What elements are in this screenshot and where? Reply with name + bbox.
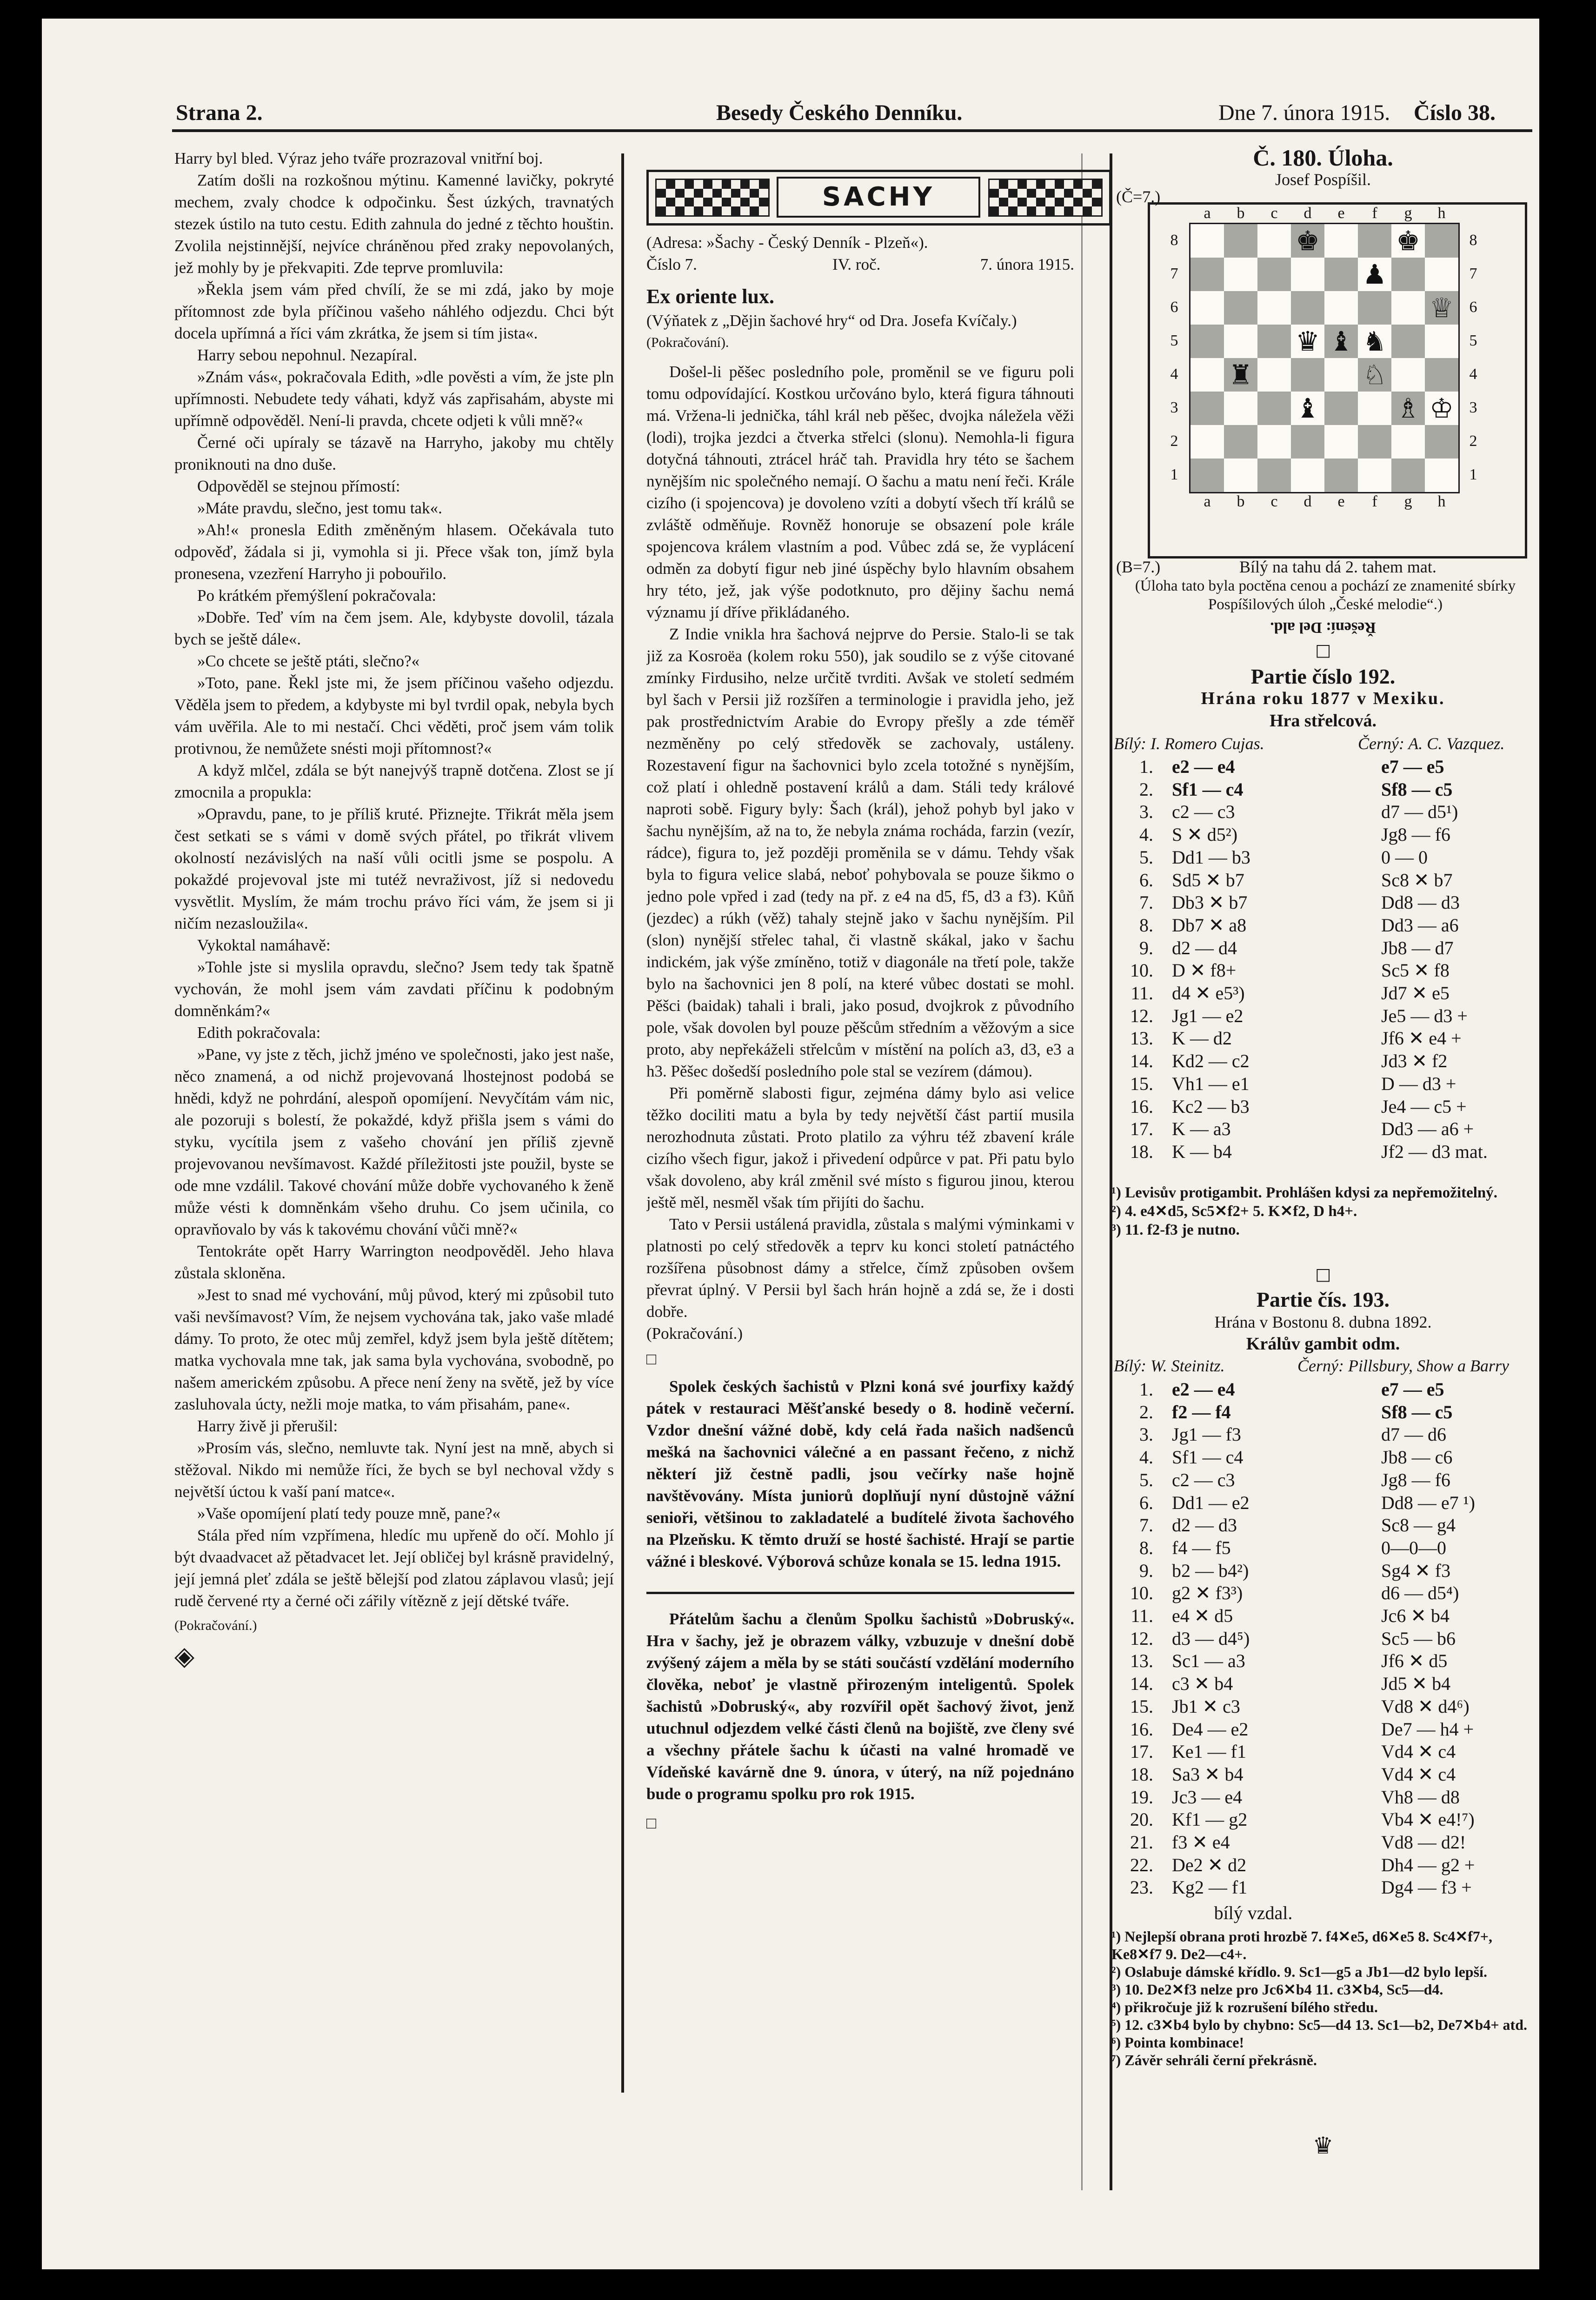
section-mark: □ [646,1814,657,1832]
game193-note: ⁴) přikročuje již k rozrušení bílého středu. [1111,1999,1378,2015]
black-move: d7 — d6 [1381,1424,1446,1445]
move-number: 1. [1139,756,1153,777]
move-number: 7. [1139,1515,1153,1536]
black-move: Dd3 — a6 [1381,914,1459,936]
problem-stipulation: Bílý na tahu dá 2. tahem mat. [1239,558,1436,576]
move-number: 5. [1139,846,1153,868]
game193-note: ⁶) Pointa kombinace! [1111,2034,1244,2051]
rank-label: 1 [1469,466,1477,483]
white-piece-count: (B=7.) [1116,558,1161,576]
chess-piece-h6: ♕ [1430,292,1454,324]
white-move: Db3 ✕ b7 [1172,892,1248,913]
story-para: »Jest to snad mé vychování, můj původ, který mi způsobil tuto vaši nevšímavost? Vím, že nejsem vychována tak, jako vaše mladé dámy. To proto, že otec můj zemřel, když jsem byla ještě dítětem; matka vychovala mne tak, jak sama byla vychována, svobodně, po našem americkém způsobu. A přece není ženy na světě, jež by více zasluhovala úcty, nežli moje matka, to vám přisahám, pane«. [174,1286,614,1413]
move-number: 6. [1139,1492,1153,1513]
chess-piece-f4: ♘ [1363,359,1387,391]
move-number: 11. [1130,1605,1153,1626]
black-move: d6 — d5⁴) [1381,1582,1459,1604]
black-move: d7 — d5¹) [1381,801,1458,823]
white-move: S ✕ d5²) [1172,824,1238,845]
game193-notes [1111,1928,1532,2069]
white-move: e4 ✕ d5 [1172,1605,1233,1626]
story-para: Tentokráte opět Harry Warrington neodpověděl. Jeho hlava zůstala skloněna. [174,1242,614,1282]
article-continued: (Pokračování.) [646,1324,743,1343]
file-label: b [1237,205,1245,222]
move-number: 7. [1139,892,1153,913]
white-move: K — a3 [1172,1118,1231,1140]
game192-note: ³) 11. f2-f3 je nutno. [1111,1222,1240,1238]
white-move: f4 — f5 [1172,1537,1231,1558]
rank-label: 6 [1170,299,1178,316]
game193-title: Partie čís. 193. [1256,1288,1390,1311]
white-move: Jb1 ✕ c3 [1172,1695,1240,1717]
white-move: D ✕ f8+ [1172,960,1237,981]
section-mark: □ [1315,641,1331,660]
file-label: d [1303,493,1312,510]
chess-issue-no: Číslo 7. [646,255,697,273]
black-move: Jg8 — f6 [1381,1469,1450,1490]
white-move: e2 — e4 [1172,1379,1235,1400]
file-label: h [1437,205,1446,222]
dobrusky-notice: Přátelům šachu a členům Spolku šachistů »Dobruský«. Hra v šachy, jež je obrazem války, vzbuzuje v dnešní době zvýšený zájem a měla by se státi součástí vzdělání moderního člověka, neboť je vlastně přirozeným inteligentů. Spolek šachistů »Dobruský«, aby rozvířil opět šachový život, jenž utuchnul odjezdem velké části členů na bojiště, zve členy své a všechny přátele šachu k účasti na valné hromadě ve Vídeňské kavárně dne 9. února, v úterý, na níž pojednáno bude o programu spolku pro rok 1915. [646,1610,1074,1803]
white-move: Sf1 — c4 [1172,778,1244,800]
black-move: De7 — h4 + [1381,1718,1474,1740]
column-rule-left [621,153,624,2093]
move-number: 15. [1130,1695,1153,1717]
article-title: Ex oriente lux. [646,285,774,308]
chess-section-banner [646,170,1111,226]
game193-place: Hrána v Bostonu 8. dubna 1892. [1214,1313,1432,1331]
file-label: f [1372,205,1377,222]
move-number: 14. [1130,1673,1153,1695]
game192-black: Černý: A. C. Vazquez. [1358,734,1505,753]
game192-moves [1111,756,1535,1174]
move-number: 17. [1130,1741,1153,1762]
white-move: Jg1 — f3 [1172,1424,1241,1445]
chess-issue-date: 7. února 1915. [980,255,1074,273]
white-move: Kg2 — f1 [1172,1877,1248,1898]
rank-label: 8 [1170,232,1178,249]
rank-label: 5 [1170,332,1178,349]
black-move: Sc5 ✕ f8 [1381,960,1450,981]
game193-black: Černý: Pillsbury, Show a Barry [1297,1356,1509,1375]
move-number: 10. [1130,960,1153,981]
story-para: »Opravdu, pane, to je příliš kruté. Přiznejte. Třikrát měla jsem čest setkati se s vámi v domě svých přátel, po třikrát vlivem okolností nezávislých na naší vůli ocitli jsme se pospolu. A pokaždé projevoval jste mi tutéž nevraživost, jíž si nedovedu vysvětlit. Myslím, že mám trochu právo říci vám, že jsem si ji ničím nezasloužila«. [174,805,614,932]
black-move: Sg4 ✕ f3 [1381,1560,1451,1581]
chess-piece-b4: ♜ [1229,359,1253,391]
white-move: d3 — d4⁵) [1172,1628,1250,1649]
problem-note: (Úloha tato byla poctěna cenou a pochází ze znamenité sbírky Pospíšilových úloh „České melodie“.) [1135,578,1516,613]
black-move: Je5 — d3 + [1381,1005,1468,1026]
move-number: 21. [1130,1832,1153,1853]
move-number: 16. [1130,1096,1153,1117]
notice-divider [646,1589,1074,1594]
story-para: Vykoktal namáhavě: [197,936,331,954]
story-para: Harry sebou nepohnul. Nezapíral. [197,346,418,364]
move-number: 8. [1139,1537,1153,1558]
column-rule-inner [1081,153,1083,2190]
black-move: Dd3 — a6 + [1381,1118,1474,1140]
article-para: Došel-li pěšec posledního pole, proměnil se ve figuru poli tomu odpovídající. Kostkou určováno bylo, která figura táhnouti má. Vržena-li jednička, táhl král neb pěšec, dvojka náležela věži (lodi), trojka jezdci a čtverka střelci (slonu). Nemohla-li figura dotyčná táhnouti, ztrácel hráč tah. Pravidla hry této se šachem nynějším nic společného nemají. O šachu a matu není řeči. Krále cizího (i spojencova) je dovoleno vzíti a dobytí všech tří králů se zvláště odměňuje. Rovněž honoruje se obsazení pole krále spojencova králem vlastním a pod. Vůbec zdá se, že vyplácení odměn za dobytí figur neb jiné úspěchy bylo hlavním obsahem hry této, jež, jak výše podotknuto, pro dějiny šachu nemá významu jí dříve přikládaného. [646,363,1074,621]
rank-label: 1 [1170,466,1178,483]
game193-note: ¹) Nejlepší obrana proti hrozbě 7. f4✕e5, d6✕e5 8. Sc4✕f7+, Ke8✕f7 9. De2—c4+. [1111,1928,1493,1962]
chess-section-title: SACHY [777,177,980,218]
story-continued: (Pokračování.) [174,1618,257,1633]
story-para: »Tohle jste si myslila opravdu, slečno? Jsem tedy tak špatně vychován, že mohl jsem vám zavdati příčinu k podobným domněnkám?« [174,958,614,1020]
black-move: Vd4 ✕ c4 [1381,1741,1456,1762]
article-para: Z Indie vnikla hra šachová nejprve do Persie. Stalo-li se tak již za Kosroëa (kolem roku 550), jak soudilo se z výše citované zmínky Firdusiho, nelze určitě tvrditi. Avšak ve století sedmém byl šach v Persii již rozšířen a terminologie i pravidla jeho, jež pak prostřednictvím Arabie do Evropy přešly a zde téměř nezměněny po celý středověk se zachovaly, ustáleny. Rozestavení figur na šachovnici bylo zcela totožné s nynějším, což platí i ohledně postavení králů a dam. Stáli tedy králové naproti sobě. Figury byly: Šach (král), jehož pohyb byl jako v šachu nynějším, až na to, že nebyla známa rochádа, farzin (vezír, rádce), figura to, jež později proměnila se v dámu. Tehdy však byla to figura velice slabá, neboť pohybovala se pouze šikmo o jedno pole vpřed i zad (tedy na př. z e4 na d5, f5, d3 a f3). Kůň (jezdec) a rúkh (věž) tahaly stejně jako v šachu nynějším. Pil (slon) nynější střelec tahal, či vlastně skákal, jako v šachu indickém, jak výše zmíněno, totiž v diagonále na třetí pole, takže bylo na šachovnici jen 8 polí, na které vůbec dostati se mohl. Pěšci (baidak) tahali i brali, jako posud, dvojkrok z původního pole, však dovolen byl pouze pěšcům středním a věžovým a sice proto, aby nepřekáželi střelcům v místění na polích a3, d3, e3 a h3. Pěšec došedší posledního pole stal se vezírem (dámou). [646,625,1074,1080]
story-para: »Vaše opomíjení platí tedy pouze mně, pane?« [197,1504,501,1522]
move-number: 9. [1139,1560,1153,1581]
move-number: 14. [1130,1050,1153,1072]
rank-label: 5 [1469,332,1477,349]
black-move: Jf6 ✕ d5 [1381,1650,1448,1672]
chess-piece-f7: ♟ [1363,259,1387,290]
end-ornament: ◈ [174,1642,195,1671]
file-label: a [1204,493,1211,510]
move-number: 17. [1130,1118,1153,1140]
checkerboard-ornament-right [988,179,1103,217]
chess-piece-d3: ♝ [1296,392,1320,424]
club-notice: Spolek českých šachistů v Plzni koná své jourfixy každý pátek v restauraci Měšťanské besedy o 8. hodině večerní. Vzdor dnešní vážné době, kdy celá řada našich nadšenců mešká na šachovnici válečné a en passant řečeno, z nichž některí již čestně padli, jsou večírky naše hojně navštěvovány. Místa juniorů doplňují nyní důstojně vážní senioři, většinou to zakladatelé a budítelé života šachového na Plzeňsku. K těmto druží se hosté šachisté. Hrají se partie vážné i bleskové. Výborová schůze konala se 15. ledna 1915. [646,1377,1074,1570]
move-number: 4. [1139,824,1153,845]
chess-piece-f5: ♞ [1363,326,1387,357]
move-number: 11. [1130,983,1153,1004]
move-number: 16. [1130,1718,1153,1740]
black-move: D — d3 + [1381,1073,1456,1094]
story-para: »Dobře. Teď vím na čem jsem. Ale, kdybyste dovolil, tázala bych se ještě dále«. [174,608,614,648]
story-para: »Řekla jsem vám před chvílí, že se mi zdá, jako by moje přítomnost zde byla příčinou vašeho náhlého odjezdu. Chci být docela upřímná a říci vám zkrátka, že jsem si tím jista«. [174,280,614,342]
white-move: d2 — d4 [1172,937,1237,958]
move-number: 3. [1139,801,1153,823]
file-label: g [1404,205,1412,222]
move-number: 18. [1130,1141,1153,1162]
chess-volume: IV. roč. [832,255,881,273]
publication-title: Besedy Českého Denníku. [716,100,963,125]
story-para: »Máte pravdu, slečno, jest tomu tak«. [197,499,442,517]
move-number: 12. [1130,1005,1153,1026]
black-piece-count: (Č=7.) [1116,187,1161,206]
game192-place: Hrána roku 1877 v Mexiku. [1201,689,1445,708]
file-label: b [1237,493,1245,510]
white-move: Kd2 — c2 [1172,1050,1250,1072]
move-number: 15. [1130,1073,1153,1094]
game193-note: ²) Oslabuje dámské křídlo. 9. Sc1—g5 a Jb1—d2 bylo lepší. [1111,1963,1487,1980]
story-para: Edith pokračovala: [197,1024,321,1042]
move-number: 13. [1130,1028,1153,1049]
game192-note: ²) 4. e4✕d5, Sc5✕f2+ 5. K✕f2, D h4+. [1111,1203,1357,1220]
file-label: d [1303,205,1312,222]
black-move: Sf8 — c5 [1381,778,1453,800]
file-label: h [1437,493,1446,510]
black-move: Sf8 — c5 [1381,1401,1453,1423]
file-label: g [1404,493,1412,510]
black-move: Vd8 ✕ d4⁶) [1381,1695,1470,1717]
story-para: Černé oči upíraly se tázavě na Harryho, jakoby mu chtěly proniknouti na dno duše. [174,433,614,473]
story-para: Odpověděl se stejnou přímostí: [197,477,400,495]
black-move: Sc8 — g4 [1381,1515,1456,1536]
black-move: e7 — e5 [1381,756,1444,777]
white-move: c2 — c3 [1172,1469,1235,1490]
black-move: Jf2 — d3 mat. [1381,1141,1488,1162]
chess-column [646,232,1074,2194]
black-move: Sc8 ✕ b7 [1381,869,1453,891]
issue-date: Dne 7. února 1915. [1218,100,1390,125]
article-cont-mark: (Pokračování). [646,335,729,350]
game192-note: ¹) Levisův protigambit. Prohlášen kdysi za nepřemožitelný. [1111,1184,1498,1201]
file-label: e [1337,493,1345,510]
story-para: »Toto, pane. Řekl jste mi, že jsem příčinou vašeho odjezdu. Věděla jsem to předem, a kdybyste mi byl tvrdil opak, nebyla bych vám uvěřila. Ale to mi nestačí. Chci věděti, proč jsem vám tolik protivnou, že nemůžete snésti moji přítomnost?« [174,674,614,758]
black-move: Jc6 ✕ b4 [1381,1605,1450,1626]
white-move: Ke1 — f1 [1172,1741,1246,1762]
move-number: 5. [1139,1469,1153,1490]
rank-label: 6 [1469,299,1477,316]
white-move: b2 — b4²) [1172,1560,1249,1581]
chess-issue-line [646,253,1074,275]
header-rule [172,129,1532,132]
game193-moves [1111,1378,1535,1904]
black-move: Vd8 — d2! [1381,1832,1466,1853]
newspaper-page [42,19,1539,2269]
story-para: Harry živě ji přerušil: [197,1417,338,1435]
chess-piece-e5: ♝ [1329,326,1353,357]
white-move: c2 — c3 [1172,801,1235,823]
file-label: a [1204,205,1211,222]
game192-notes [1111,1183,1532,1239]
end-ornament-crown: ♛ [1312,2132,1334,2159]
story-para: Po krátkém přemýšlení pokračovala: [197,586,437,605]
black-move: Jb8 — c6 [1381,1447,1453,1468]
white-move: d2 — d3 [1172,1515,1237,1536]
white-move: d4 ✕ e5³) [1172,983,1245,1004]
rank-label: 3 [1469,399,1477,416]
chess-piece-g8: ♚ [1396,225,1420,257]
chess-piece-g3: ♗ [1396,392,1420,424]
rank-label: 7 [1469,265,1477,282]
section-mark: □ [646,1350,657,1368]
game193-white: Bílý: W. Steinitz. [1114,1356,1225,1375]
rank-label: 4 [1469,366,1477,383]
problem-author: Josef Pospíšil. [1275,170,1371,189]
game193-note: ⁵) 12. c3✕b4 bylo by chybno: Sc5—d4 13. Sc1—b2, De7✕b4+ atd. [1111,2016,1527,2033]
white-move: f3 ✕ e4 [1172,1832,1230,1853]
white-move: De4 — e2 [1172,1718,1249,1740]
problem-title: Č. 180. Úloha. [1253,145,1393,171]
black-move: Jg8 — f6 [1381,824,1450,845]
white-move: Dd1 — e2 [1172,1492,1250,1513]
white-move: Sd5 ✕ b7 [1172,869,1244,891]
move-number: 19. [1130,1786,1153,1808]
problem-solution-inverted: Řešení: Del ald. [1270,619,1376,636]
game193-note: ³) 10. De2✕f3 nelze pro Jc6✕b4 11. c3✕b4, Sc5—d4. [1111,1981,1443,1998]
game193-result: bílý vzdal. [1214,1902,1293,1923]
black-move: 0—0—0 [1381,1537,1446,1558]
file-label: e [1337,205,1345,222]
black-move: Dg4 — f3 + [1381,1877,1472,1898]
file-label: f [1372,493,1377,510]
game192-title: Partie číslo 192. [1250,665,1396,688]
story-para: Stála před ním vzpřímena, hledíc mu upřeně do očí. Mohlo jí být dvaadvacet až pětadvacet let. Její obličej byl krásně pravidelný, její jemná pleť zdála se ještě bělejší pod zlatou záplavou vlasů; její rudě červené rty a černé oči zářily vítězně z její dětské tváře. [174,1526,614,1610]
chess-piece-d8: ♚ [1296,225,1320,257]
white-move: Sa3 ✕ b4 [1172,1763,1244,1785]
white-move: Vh1 — e1 [1172,1073,1250,1094]
black-move: Jd7 ✕ e5 [1381,983,1450,1004]
black-move: 0 — 0 [1381,846,1428,868]
game193-note: ⁷) Závěr sehráli černí překrásně. [1111,2052,1317,2068]
file-label: c [1270,493,1278,510]
white-move: Jg1 — e2 [1172,1005,1244,1026]
move-number: 2. [1139,1401,1153,1423]
checkerboard-ornament-left [655,179,770,217]
white-move: Sc1 — a3 [1172,1650,1245,1672]
story-para: »Pane, vy jste z těch, jichž jméno ve společnosti, jako jest naše, něco znamená, a od nichž projevovaná lhostejnost podobá se hnědi, když ne pohrdání, alespoň opomíjení. Nevyčítám vám nic, ale pozoruji s bolestí, že pokaždé, když přišla jsem s vámi do styku, vycítila jsem z vašeho chování jen příliš zjevně projevovanou nevšímavost. Každé příležitosti jste použil, byste se ode mne vzdálil. Takové chování může dobře vychovaného k ženě může vésti k domněnkám všeho druhu. Co jsem učinila, co opravňovalo by vás k takovému chování vůči mně?« [174,1045,614,1238]
story-para: »Znám vás«, pokračovala Edith, »dle pověsti a vím, že jste pln upřímnosti. Nebudete tedy váhati, když vás zapřisahám, abyste mi upřímně odpověděl. Není-li pravda, chcete odjeti k vůli mně?« [174,368,614,430]
story-para: A když mlčel, zdála se být nanejvýš trapně dotčena. Zlost se jí zmocnila a propukla: [174,761,614,801]
move-number: 3. [1139,1424,1153,1445]
black-move: Vb4 ✕ e4!⁷) [1381,1809,1475,1830]
rank-label: 7 [1170,265,1178,282]
game193-opening: Králův gambit odm. [1246,1334,1400,1354]
move-number: 9. [1139,937,1153,958]
black-move: Jb8 — d7 [1381,937,1454,958]
move-number: 8. [1139,914,1153,936]
white-move: K — d2 [1172,1028,1232,1049]
black-move: Je4 — c5 + [1381,1096,1467,1117]
chess-diagram [1148,202,1527,558]
story-para: »Co chcete se ještě ptáti, slečno?« [197,652,420,670]
black-move: Dh4 — g2 + [1381,1854,1475,1875]
white-move: Db7 ✕ a8 [1172,914,1247,936]
white-move: K — b4 [1172,1141,1232,1162]
file-label: c [1270,205,1278,222]
black-move: Vh8 — d8 [1381,1786,1460,1808]
white-move: g2 ✕ f3³) [1172,1582,1243,1604]
game192-opening: Hra střelcová. [1269,711,1377,731]
story-para: »Ah!« pronesla Edith změněným hlasem. Očekávala tuto odpověď, žádala si ji, vymohla si ji. Přece však ton, jímž byla pronesena, vzezření Harryho ji pobouřilo. [174,521,614,583]
move-number: 12. [1130,1628,1153,1649]
white-move: e2 — e4 [1172,756,1235,777]
move-number: 20. [1130,1809,1153,1830]
black-move: Dd8 — d3 [1381,892,1460,913]
black-move: Jf6 ✕ e4 + [1381,1028,1462,1049]
white-move: Jc3 — e4 [1172,1786,1243,1808]
move-number: 10. [1130,1582,1153,1604]
issue-number: Číslo 38. [1414,100,1496,125]
move-number: 6. [1139,869,1153,891]
story-column [174,147,614,2161]
rank-label: 4 [1170,366,1178,383]
chess-piece-h3: ♔ [1430,392,1454,424]
article-para: Tato v Persii ustálená pravidla, zůstala s malými výminkami v platnosti po celý středověk a teprv ku konci století patnáctého rozšířena působnost dámy a střelce, čímž způsoben ovšem převrat úplný. V Persii byl šach hrán hojně a zdá se, že i dosti dobře. [646,1215,1074,1321]
rank-label: 3 [1170,399,1178,416]
story-para: Zatím došli na rozkošnou mýtinu. Kamenné lavičky, pokryté mechem, zvaly chodce k odpočinku. Šest úzkých, travnatých stezek ústilo na tuto cestu. Edith zahnula do jedné z těchto houštin. Zvolila nejstinnější, nejvíce chráněnou před zraky nepovolaných, jež mohly by je překvapiti. Zde teprve promluvila: [174,171,614,277]
move-number: 2. [1139,778,1153,800]
black-move: e7 — e5 [1381,1379,1444,1400]
white-move: Dd1 — b3 [1172,846,1250,868]
white-move: De2 ✕ d2 [1172,1854,1247,1875]
black-move: Jd3 ✕ f2 [1381,1050,1448,1072]
move-number: 4. [1139,1447,1153,1468]
move-number: 23. [1130,1877,1153,1898]
story-para: Harry byl bled. Výraz jeho tváře prozrazoval vnitřní boj. [174,149,543,167]
black-move: Jd5 ✕ b4 [1381,1673,1451,1695]
black-move: Vd4 ✕ c4 [1381,1763,1456,1785]
move-number: 13. [1130,1650,1153,1672]
white-move: Kf1 — g2 [1172,1809,1248,1830]
black-move: Sc5 — b6 [1381,1628,1456,1649]
rank-label: 8 [1469,232,1477,249]
white-move: Sf1 — c4 [1172,1447,1244,1468]
white-move: c3 ✕ b4 [1172,1673,1233,1695]
article-subtitle: (Výňatek z „Dějin šachové hry“ od Dra. Josefa Kvíčaly.) [646,312,1017,330]
game192-white: Bílý: I. Romero Cujas. [1114,734,1264,753]
article-para: Při poměrně slabosti figur, zejména dámy bylo asi velice těžko dociliti matu a byla by tedy největší část partií musila nerozhodnuta zůstati. Proto platilo za výhru též zbavení krále cizího všech figur, jakož i přivedení odpůrce v pat. Při patu bylo však dovoleno, aby král změnil své místo s figurou jinou, kterou ještě měl, nesměl však tím přijíti do šachu. [646,1084,1074,1211]
white-move: Kc2 — b3 [1172,1096,1250,1117]
move-number: 22. [1130,1854,1153,1875]
page-number: Strana 2. [176,100,263,125]
move-number: 18. [1130,1763,1153,1785]
section-mark: □ [1315,1265,1331,1284]
white-move: f2 — f4 [1172,1401,1231,1423]
rank-label: 2 [1170,432,1178,450]
chess-piece-d5: ♛ [1296,326,1320,357]
story-para: »Prosím vás, slečno, nemluvte tak. Nyní jest na mně, abych si stěžoval. Nikdo mi nemůže říci, že bych se byl nechoval vždy s největší úctou k vaší paní matce«. [174,1439,614,1501]
move-number: 1. [1139,1379,1153,1400]
rank-label: 2 [1469,432,1477,450]
chess-address: (Adresa: »Šachy - Český Denník - Plzeň«). [646,233,928,252]
black-move: Dd8 — e7 ¹) [1381,1492,1475,1513]
